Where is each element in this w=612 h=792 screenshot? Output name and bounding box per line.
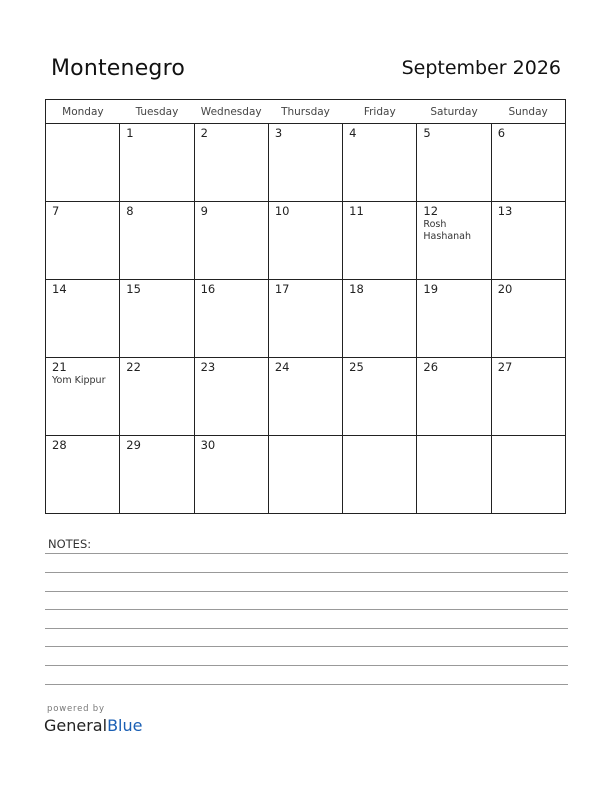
- day-cell: [491, 358, 565, 436]
- holiday-label: [46, 296, 119, 297]
- holiday-label: [195, 140, 268, 141]
- day-number: 24: [274, 360, 290, 374]
- holiday-label: [417, 296, 490, 297]
- holiday-label: [195, 374, 268, 375]
- day-cell: [194, 124, 268, 202]
- holiday-label: [120, 452, 193, 453]
- weekday-sunday: Sunday: [491, 100, 565, 124]
- day-number: 7: [52, 204, 60, 218]
- day-cell: [268, 358, 342, 436]
- week-row: [46, 280, 566, 358]
- day-cell: [417, 124, 491, 202]
- holiday-label: [417, 438, 490, 439]
- day-number: 17: [274, 282, 290, 296]
- day-cell: [120, 358, 194, 436]
- day-number: 27: [497, 360, 513, 374]
- calendar-grid: [45, 99, 566, 514]
- weekday-saturday: Saturday: [417, 100, 491, 124]
- weekday-header-row: [46, 100, 566, 124]
- note-line: [45, 591, 568, 592]
- note-line: [45, 553, 568, 554]
- day-cell: [343, 124, 417, 202]
- day-number: 3: [274, 126, 283, 140]
- day-number: 4: [349, 126, 357, 140]
- brand-part-general: General: [44, 716, 108, 735]
- day-number: 21: [52, 360, 67, 374]
- holiday-label: [120, 218, 193, 219]
- holiday-label: [417, 374, 490, 375]
- holiday-label: [343, 296, 416, 297]
- day-cell: [491, 124, 565, 202]
- holiday-label: [492, 140, 565, 141]
- note-line: [45, 684, 568, 685]
- day-cell: [46, 124, 120, 202]
- day-cell: [120, 280, 194, 358]
- holiday-label: [492, 438, 565, 439]
- holiday-label: [195, 452, 268, 453]
- day-number: 29: [126, 438, 141, 452]
- day-number: 12: [423, 204, 439, 218]
- holiday-label: [46, 218, 119, 219]
- note-line: [45, 609, 568, 610]
- day-cell: [194, 280, 268, 358]
- day-number: 25: [349, 360, 364, 374]
- holiday-label: [343, 218, 416, 219]
- day-number: 8: [126, 204, 134, 218]
- day-cell: [194, 436, 268, 514]
- day-cell: [268, 436, 342, 514]
- weekday-wednesday: Wednesday: [194, 100, 268, 124]
- holiday-label: [120, 374, 193, 375]
- powered-by-text: powered by: [47, 704, 105, 714]
- day-cell: [491, 436, 565, 514]
- day-cell: [46, 358, 120, 436]
- day-cell: [491, 202, 565, 280]
- day-number: 23: [200, 360, 216, 374]
- day-number: 13: [497, 204, 513, 218]
- day-cell: [46, 280, 120, 358]
- day-number: 1: [126, 126, 134, 140]
- holiday-label: [269, 218, 342, 219]
- country-title: Montenegro: [51, 56, 186, 81]
- holiday-label: [343, 140, 416, 141]
- day-cell: [343, 358, 417, 436]
- day-number: 9: [200, 204, 208, 218]
- week-row: [46, 436, 566, 514]
- day-number: 14: [52, 282, 67, 296]
- holiday-label: [120, 140, 193, 141]
- day-cell: [417, 358, 491, 436]
- day-number: 22: [126, 360, 141, 374]
- day-cell: [268, 124, 342, 202]
- day-cell: [120, 124, 194, 202]
- day-cell: [194, 202, 268, 280]
- day-cell: [491, 280, 565, 358]
- day-cell: [46, 436, 120, 514]
- day-cell: [417, 280, 491, 358]
- holiday-label: [195, 218, 268, 219]
- day-number: 2: [200, 126, 208, 140]
- holiday-label: [492, 296, 565, 297]
- brand-part-blue: Blue: [107, 716, 143, 735]
- day-cell: [120, 202, 194, 280]
- holiday-label: [492, 218, 565, 219]
- holiday-label: [46, 126, 119, 127]
- day-cell: [46, 202, 120, 280]
- note-line: [45, 628, 568, 629]
- day-number: 6: [497, 126, 506, 140]
- holiday-label: [417, 140, 490, 141]
- week-row: [46, 358, 566, 436]
- generalblue-logo: [44, 716, 142, 735]
- weekday-monday: Monday: [46, 100, 120, 124]
- holiday-label: Yom Kippur: [52, 375, 106, 386]
- day-cell: [343, 202, 417, 280]
- day-number: 30: [200, 438, 216, 452]
- day-cell: [417, 436, 491, 514]
- holiday-label: [269, 438, 342, 439]
- holiday-label: [195, 296, 268, 297]
- day-number: 18: [349, 282, 364, 296]
- week-row: [46, 202, 566, 280]
- day-number: 5: [423, 126, 431, 140]
- day-cell: [343, 436, 417, 514]
- day-number: 16: [200, 282, 216, 296]
- note-line: [45, 572, 568, 573]
- holiday-label: [269, 296, 342, 297]
- day-cell: [417, 202, 491, 280]
- weekday-friday: Friday: [343, 100, 417, 124]
- holiday-label: [46, 452, 119, 453]
- day-cell: [268, 280, 342, 358]
- holiday-label: [343, 374, 416, 375]
- day-cell: [120, 436, 194, 514]
- day-number: 28: [52, 438, 67, 452]
- month-year-title: September 2026: [401, 57, 561, 79]
- day-number: 20: [497, 282, 513, 296]
- day-number: 15: [126, 282, 141, 296]
- note-line: [45, 646, 568, 647]
- weekday-thursday: Thursday: [268, 100, 342, 124]
- weekday-tuesday: Tuesday: [120, 100, 194, 124]
- holiday-label: [269, 140, 342, 141]
- holiday-label: [269, 374, 342, 375]
- day-number: 26: [423, 360, 439, 374]
- holiday-label: [492, 374, 565, 375]
- day-number: 19: [423, 282, 439, 296]
- day-number: 10: [274, 204, 290, 218]
- note-line: [45, 665, 568, 666]
- day-cell: [343, 280, 417, 358]
- notes-label: NOTES:: [48, 537, 92, 551]
- holiday-label: [343, 438, 416, 439]
- day-number: 11: [349, 204, 364, 218]
- holiday-label: Rosh Hashanah: [423, 219, 472, 242]
- day-cell: [194, 358, 268, 436]
- day-cell: [268, 202, 342, 280]
- holiday-label: [120, 296, 193, 297]
- week-row: [46, 124, 566, 202]
